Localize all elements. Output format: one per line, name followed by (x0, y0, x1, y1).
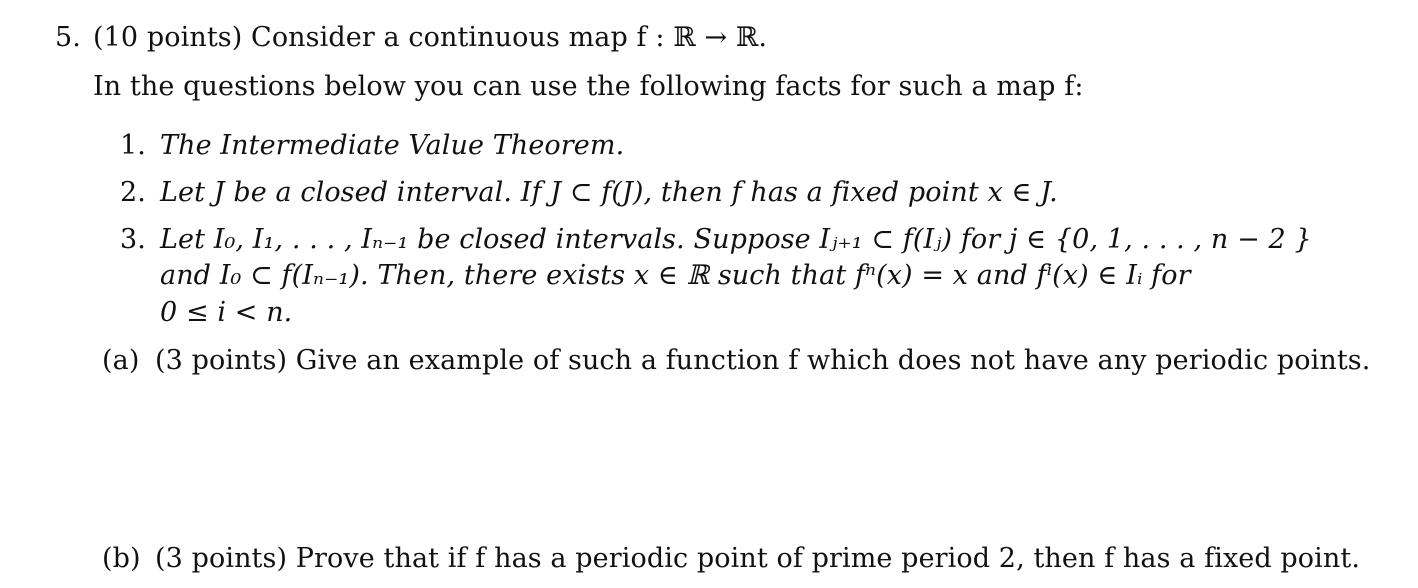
fact-3-number: 3. (120, 224, 146, 255)
question-header: (10 points) Consider a continuous map f : ℝ → ℝ. (93, 22, 768, 53)
fact-3-line-1: Let I₀, I₁, . . . , Iₙ₋₁ be closed intervals. Suppose Iⱼ₊₁ ⊂ f(Iⱼ) for j ∈ {0, 1, . . . , n − 2 } (160, 224, 1312, 255)
fact-3-line-3: 0 ≤ i < n. (160, 297, 293, 328)
fact-1-number: 1. (120, 130, 146, 161)
part-b-text: (3 points) Prove that if f has a periodic point of prime period 2, then f has a fixed point. (155, 543, 1361, 574)
fact-2-number: 2. (120, 177, 146, 208)
part-b-label: (b) (102, 543, 141, 574)
fact-3-line-2: and I₀ ⊂ f(Iₙ₋₁). Then, there exists x ∈ ℝ such that fⁿ(x) = x and fⁱ(x) ∈ Iᵢ for (160, 260, 1191, 291)
part-a-text: (3 points) Give an example of such a function f which does not have any periodic points. (155, 345, 1371, 376)
question-intro: In the questions below you can use the following facts for such a map f: (93, 71, 1084, 102)
question-number: 5. (55, 22, 81, 53)
part-a-label: (a) (102, 345, 140, 376)
fact-1-text: The Intermediate Value Theorem. (160, 130, 625, 161)
fact-2-text: Let J be a closed interval. If J ⊂ f(J), then f has a fixed point x ∈ J. (160, 177, 1058, 208)
